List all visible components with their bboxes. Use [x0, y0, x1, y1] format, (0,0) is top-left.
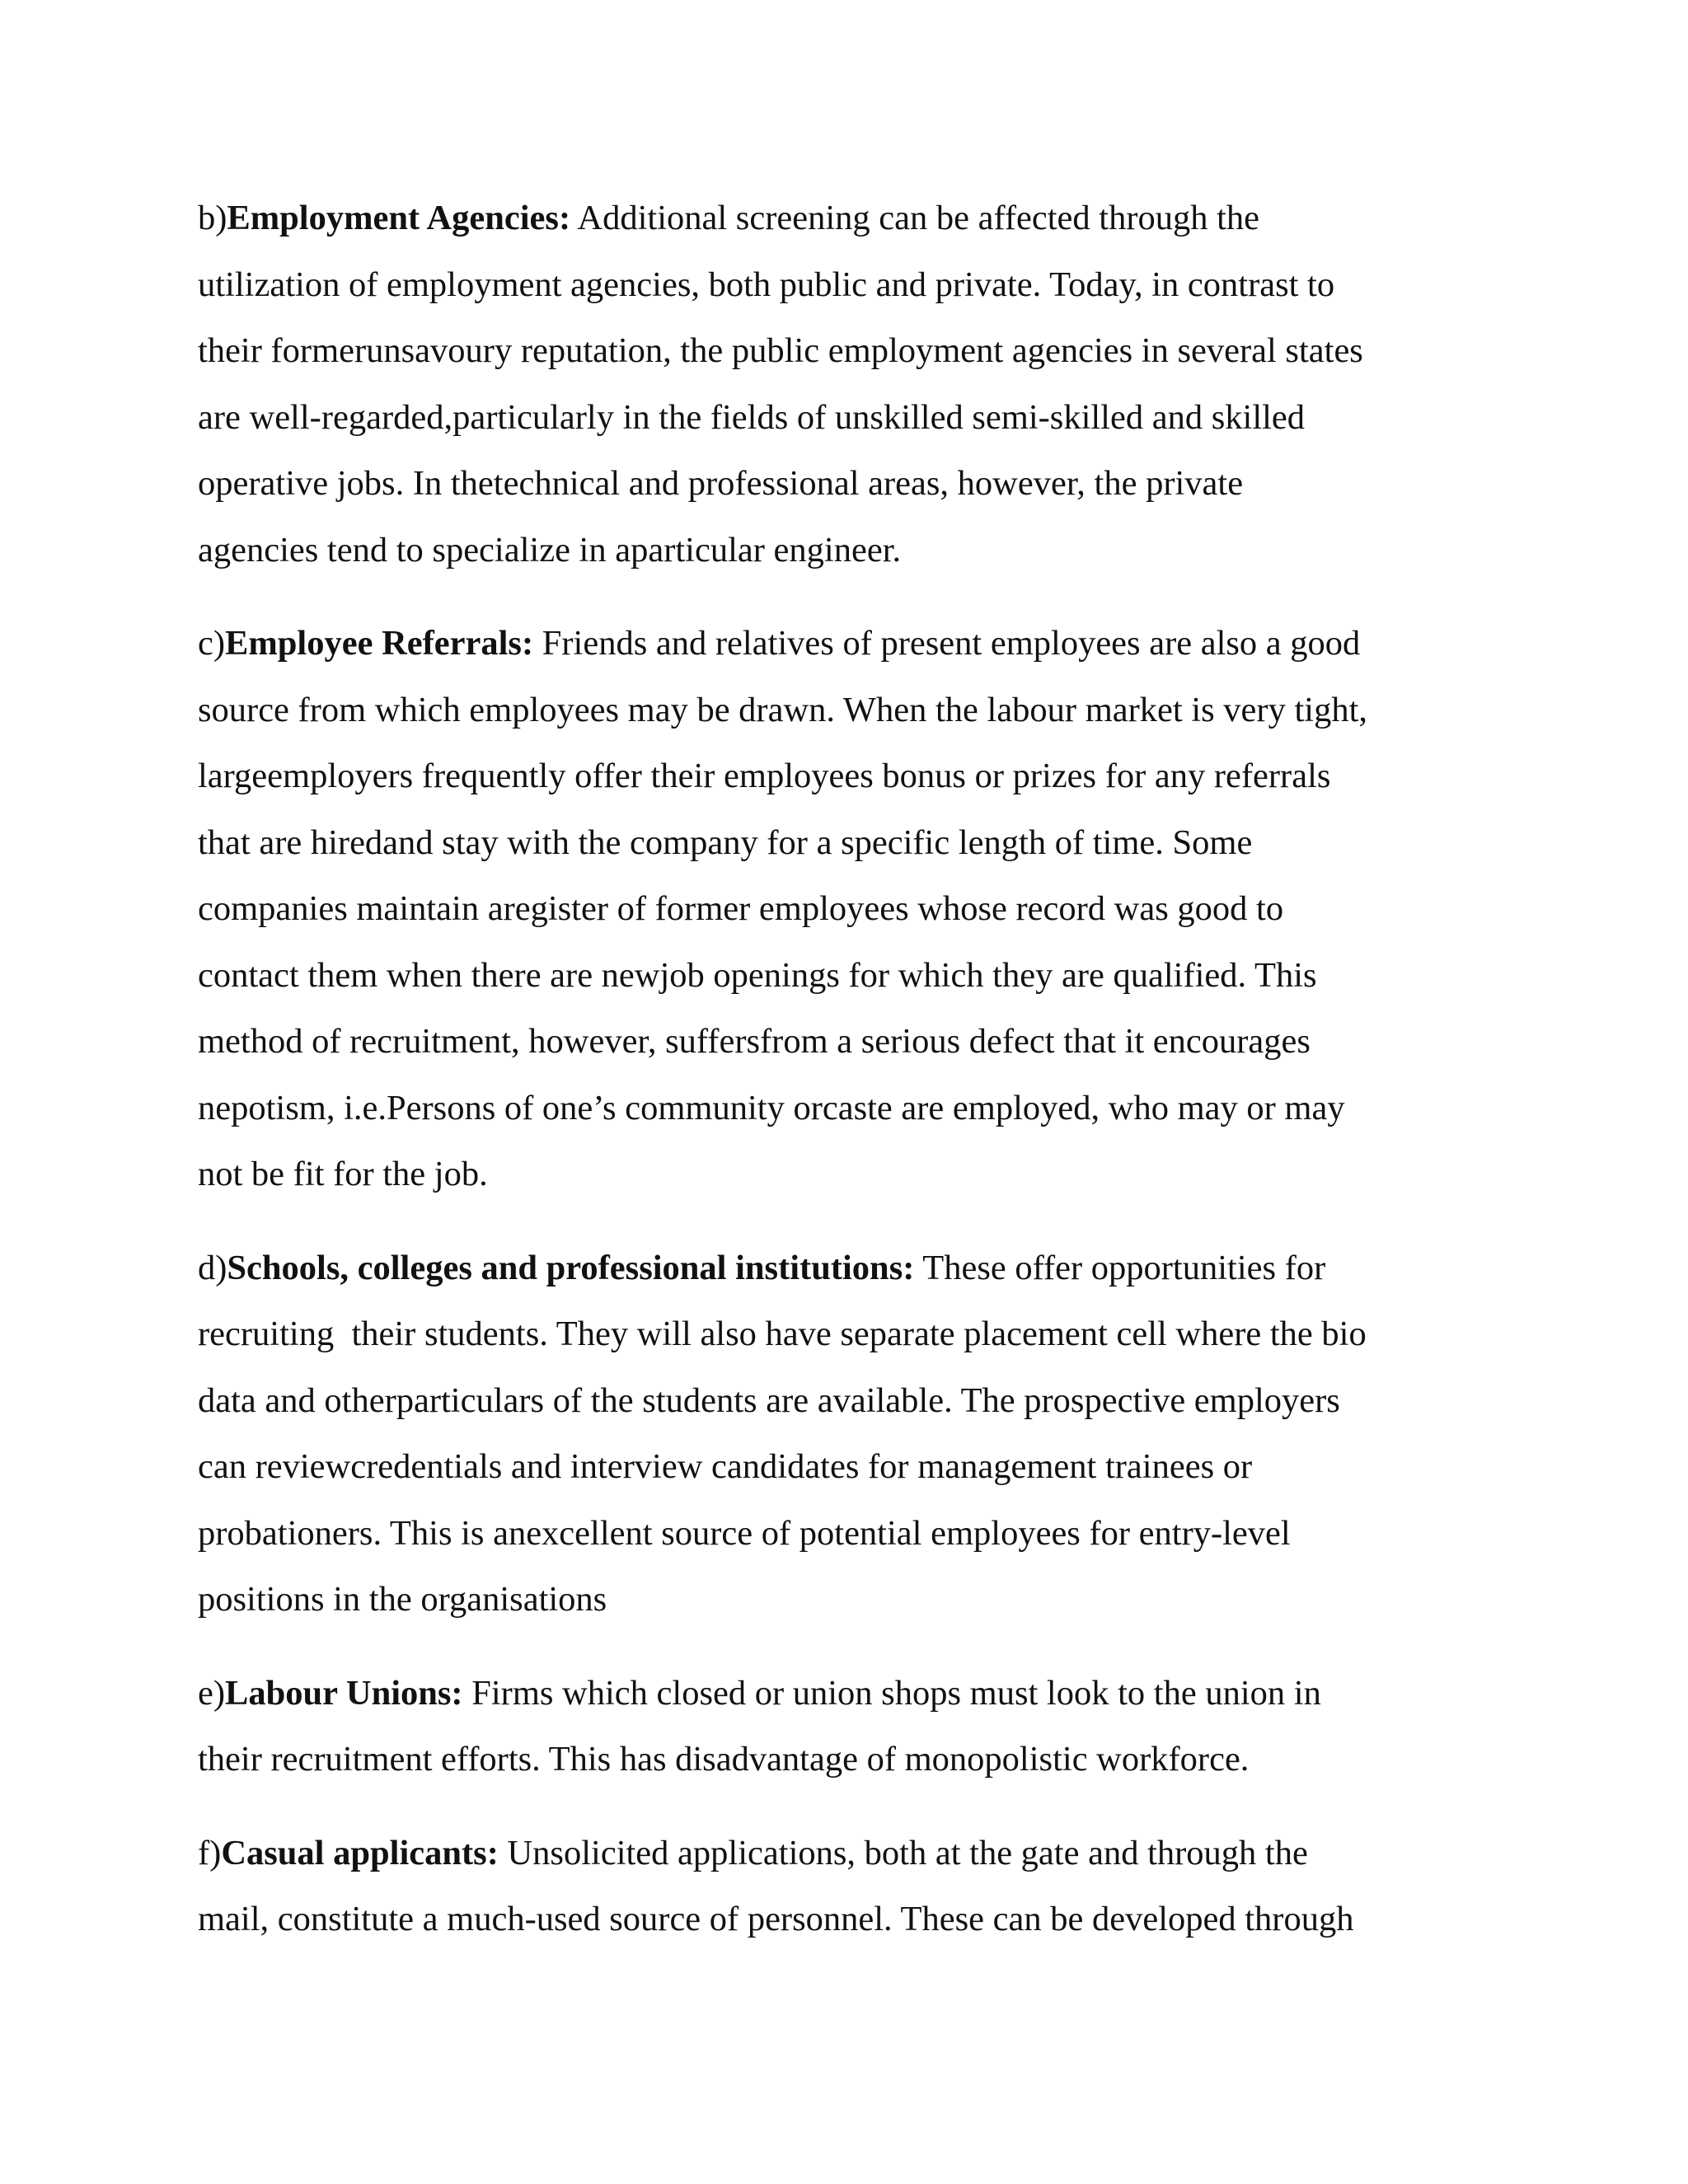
section-prefix: f)	[198, 1833, 222, 1872]
section-text: not be fit for the job.	[198, 1155, 488, 1193]
section-schools-colleges	[198, 1235, 1500, 1633]
section-text: Friends and relatives of present employees are also a good	[533, 624, 1361, 663]
section-text: probationers. This is anexcellent source of potential employees for entry-level	[198, 1513, 1291, 1553]
section-employment-agencies	[198, 185, 1500, 583]
section-text: method of recruitment, however, suffersfrom a serious defect that it encourages	[198, 1022, 1311, 1061]
section-text: agencies tend to specialize in aparticular engineer.	[198, 530, 902, 569]
section-prefix: e)	[198, 1673, 226, 1713]
section-heading: Employee Referrals:	[225, 624, 534, 663]
section-text: source from which employees may be drawn. When the labour market is very tight,	[198, 690, 1367, 729]
section-first-line	[198, 1235, 1500, 1302]
section-prefix: c)	[198, 624, 226, 663]
section-text: are well-regarded,particularly in the fields of unskilled semi-skilled and skilled	[198, 397, 1306, 437]
section-employee-referrals	[198, 611, 1500, 1208]
section-text: utilization of employment agencies, both public and private. Today, in contrast to	[198, 265, 1335, 304]
section-text: data and otherparticulars of the students are available. The prospective employers	[198, 1380, 1340, 1420]
section-heading: Labour Unions:	[225, 1673, 463, 1713]
section-first-line	[198, 185, 1500, 252]
section-text: positions in the organisations	[198, 1580, 607, 1619]
section-text: largeemployers frequently offer their employees bonus or prizes for any referrals	[198, 757, 1331, 795]
section-text: contact them when there are newjob openings for which they are qualified. This	[198, 955, 1317, 995]
section-first-line	[198, 611, 1500, 677]
section-text: Unsolicited applications, both at the gate and through the	[498, 1833, 1308, 1872]
section-text: that are hiredand stay with the company for a specific length of time. Some	[198, 823, 1253, 862]
section-labour-unions	[198, 1661, 1500, 1793]
section-text: Additional screening can be affected through the	[570, 199, 1260, 237]
section-heading: Casual applicants:	[221, 1833, 499, 1872]
section-text: operative jobs. In thetechnical and professional areas, however, the private	[198, 464, 1244, 503]
section-text: their formerunsavoury reputation, the public employment agencies in several states	[198, 331, 1363, 370]
section-prefix: d)	[198, 1248, 227, 1287]
section-heading: Employment Agencies:	[227, 199, 571, 237]
section-text: companies maintain aregister of former employees whose record was good to	[198, 889, 1284, 928]
section-text: Firms which closed or union shops must look to the union in	[462, 1673, 1321, 1713]
section-text: recruiting their students. They will also have separate placement cell where the bio	[198, 1315, 1367, 1353]
section-casual-applicants	[198, 1821, 1500, 1953]
section-first-line	[198, 1821, 1500, 1887]
section-text: their recruitment efforts. This has disadvantage of monopolistic workforce.	[198, 1740, 1250, 1779]
document-body	[198, 185, 1500, 1980]
section-text: mail, constitute a much-used source of personnel. These can be developed through	[198, 1900, 1354, 1938]
section-heading: Schools, colleges and professional institutions:	[227, 1248, 915, 1287]
section-text: nepotism, i.e.Persons of one’s community orcaste are employed, who may or may	[198, 1088, 1345, 1127]
section-text: These offer opportunities for	[914, 1248, 1326, 1287]
section-text: can reviewcredentials and interview candidates for management trainees or	[198, 1447, 1253, 1486]
section-prefix: b)	[198, 199, 227, 237]
section-first-line	[198, 1661, 1500, 1727]
